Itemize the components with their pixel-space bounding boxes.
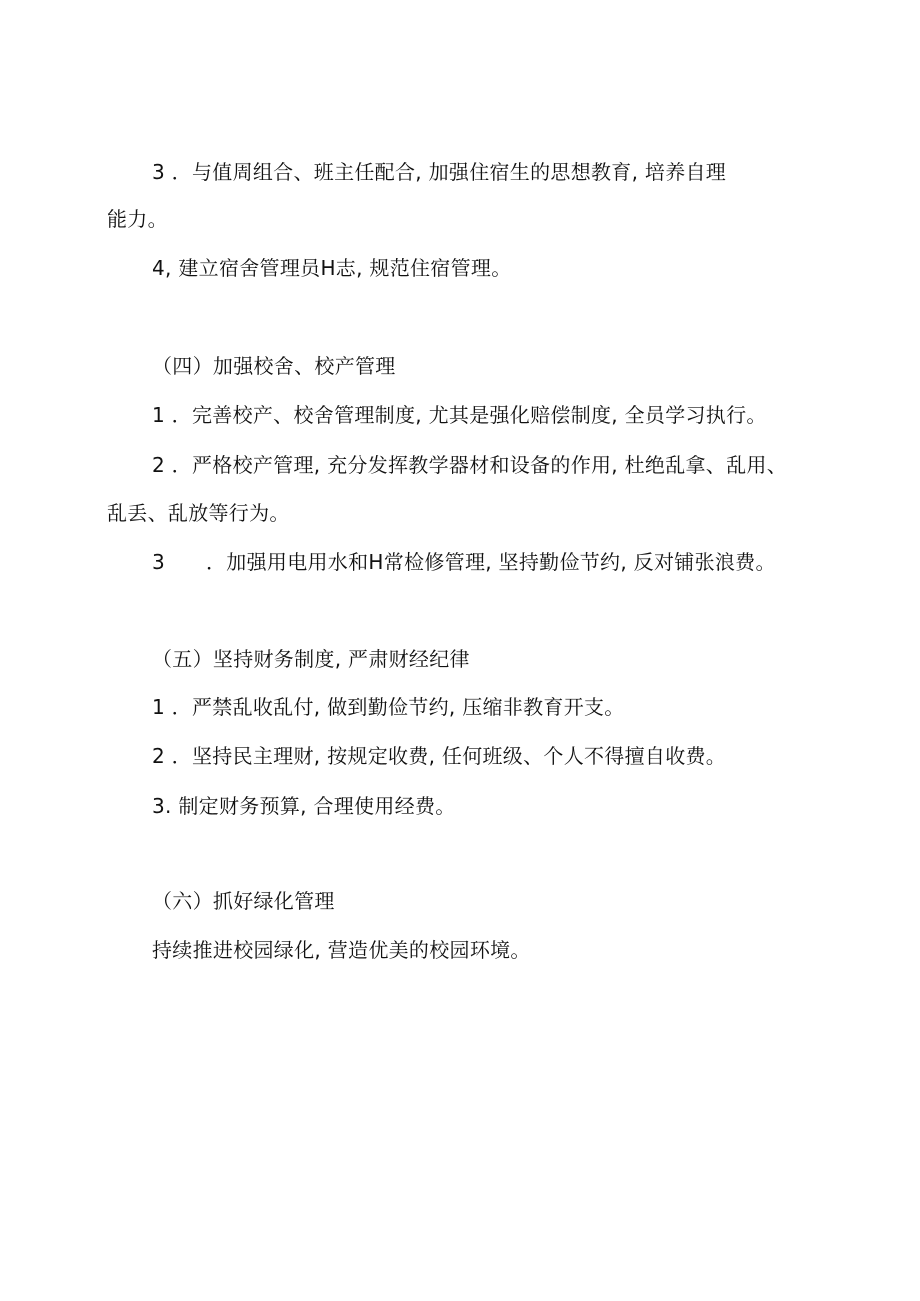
section5-item-1: 1 ．严禁乱收乱付, 做到勤俭节约, 压缩非教育开支。 <box>152 695 625 719</box>
section4-item-3 <box>152 548 776 576</box>
paragraph-item-3-line-2: 能力。 <box>107 207 168 231</box>
section-heading-6: （六）抓好绿化管理 <box>152 889 335 913</box>
section5-item-2: 2 ．坚持民主理财, 按规定收费, 任何班级、个人不得擅自收费。 <box>152 744 727 768</box>
paragraph-item-3-line-1: 3 ．与值周组合、班主任配合, 加强住宿生的思想教育, 培养自理 <box>152 160 727 184</box>
section-heading-4: （四）加强校舍、校产管理 <box>152 354 396 378</box>
section4-item-2-line-1: 2 ．严格校产管理, 充分发挥教学器材和设备的作用, 杜绝乱拿、乱用、 <box>152 453 788 477</box>
section4-item-2-line-2: 乱丢、乱放等行为。 <box>107 501 290 525</box>
paragraph-item-4: 4, 建立宿舍管理员H志, 规范住宿管理。 <box>152 256 512 280</box>
section4-item-1: 1 ．完善校产、校舍管理制度, 尤其是强化赔偿制度, 全员学习执行。 <box>152 403 767 427</box>
section-heading-5: （五）坚持财务制度, 严肃财经纪律 <box>152 647 470 671</box>
section4-item-3-text: ．加强用电用水和H常检修管理, 坚持勤俭节约, 反对铺张浪费。 <box>206 550 776 574</box>
section4-item-3-number: 3 <box>152 550 166 574</box>
section6-text: 持续推进校园绿化, 营造优美的校园环境。 <box>152 938 531 962</box>
section5-item-3: 3. 制定财务预算, 合理使用经费。 <box>152 794 456 818</box>
